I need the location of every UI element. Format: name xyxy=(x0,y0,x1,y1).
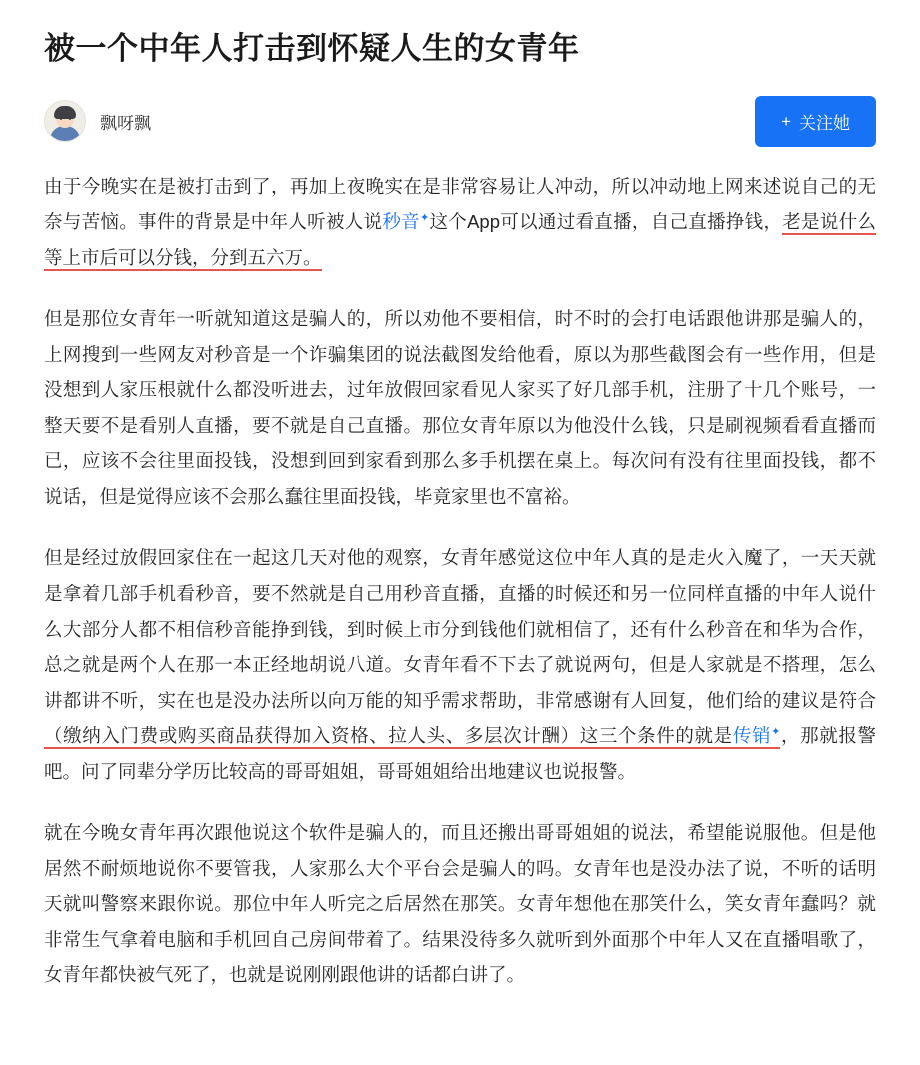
author-name[interactable]: 飘呀飘 xyxy=(100,113,151,133)
paragraph-1-part-b: 这个App可以通过看直播，自己直播挣钱， xyxy=(429,211,783,233)
article-body xyxy=(44,169,876,993)
follow-button-label: 关注她 xyxy=(799,113,850,133)
author-info[interactable] xyxy=(44,100,151,142)
keyword-marker-icon: ✦ xyxy=(419,212,430,225)
paragraph-3-part-b: 这三个条件的就是 xyxy=(580,725,733,749)
follow-button[interactable] xyxy=(755,96,876,147)
paragraph-1-highlighted-text: 老是说什么等上市后可以分钱，分到五六万。 xyxy=(44,211,876,271)
author-row xyxy=(44,96,876,147)
keyword-link-miaoyin[interactable]: 秒音✦ xyxy=(382,211,430,233)
avatar[interactable] xyxy=(44,100,86,142)
paragraph-3-highlighted-text: （缴纳入门费或购买商品获得加入资格、拉人头、多层次计酬） xyxy=(44,725,580,749)
avatar-body-shape xyxy=(50,126,80,142)
keyword-link-chuanxiao[interactable]: 传销✦ xyxy=(733,725,781,749)
avatar-hair-shape xyxy=(54,106,76,119)
page-title: 被一个中年人打击到怀疑人生的女青年 xyxy=(44,31,580,66)
paragraph-3-part-c: ，那就报警吧。问了同辈分学历比较高的哥哥姐姐，哥哥姐姐给出地建议也说报警。 xyxy=(44,725,876,782)
paragraph-1 xyxy=(44,169,876,276)
paragraph-2: 但是那位女青年一听就知道这是骗人的，所以劝他不要相信，时不时的会打电话跟他讲那是骗人的，上网搜到一些网友对秒音是一个诈骗集团的说法截图发给他看，原以为那些截图会有一些作用，但是没想到人家压根就什么都没听进去，过年放假回家看见人家买了好几部手机，注册了十几个账号，一整天要不是看别人直播，要不就是自己直播。那位女青年原以为他没什么钱，只是刷视频看看直播而已，应该不会往里面投钱，没想到回到家看到那么多手机摆在桌上。每次问有没有往里面投钱，都不说话，但是觉得应该不会那么蠢往里面投钱，毕竟家里也不富裕。 xyxy=(44,308,876,507)
paragraph-3 xyxy=(44,540,876,789)
keyword-marker-icon: ✦ xyxy=(771,725,781,738)
plus-icon: + xyxy=(781,111,791,131)
paragraph-3-part-a: 但是经过放假回家住在一起这几天对他的观察，女青年感觉这位中年人真的是走火入魔了，一天天就是拿着几部手机看秒音，要不然就是自己用秒音直播，直播的时候还和另一位同样直播的中年人说什么大部分人都不相信秒音能挣到钱，到时候上市分到钱他们就相信了，还有什么秒音在和华为合作，总之就是两个人在那一本正经地胡说八道。女青年看不下去了就说两句，但是人家就是不搭理，怎么讲都讲不听，实在也是没办法所以向万能的知乎需求帮助，非常感谢有人回复，他们给的建议是符合 xyxy=(44,547,876,711)
paragraph-4: 就在今晚女青年再次跟他说这个软件是骗人的，而且还搬出哥哥姐姐的说法，希望能说服他。但是他居然不耐烦地说你不要管我，人家那么大个平台会是骗人的吗。女青年也是没办法了说，不听的话明天就叫警察来跟你说。那位中年人听完之后居然在那笑。女青年想他在那笑什么，笑女青年蠢吗？就非常生气拿着电脑和手机回自己房间带着了。结果没待多久就听到外面那个中年人又在直播唱歌了，女青年都快被气死了，也就是说刚刚跟他讲的话都白讲了。 xyxy=(44,822,876,986)
paragraph-1-part-a: 由于今晚实在是被打击到了，再加上夜晚实在是非常容易让人冲动，所以冲动地上网来述说自己的无奈与苦恼。事件的背景是中年人听被人说 xyxy=(44,175,876,233)
